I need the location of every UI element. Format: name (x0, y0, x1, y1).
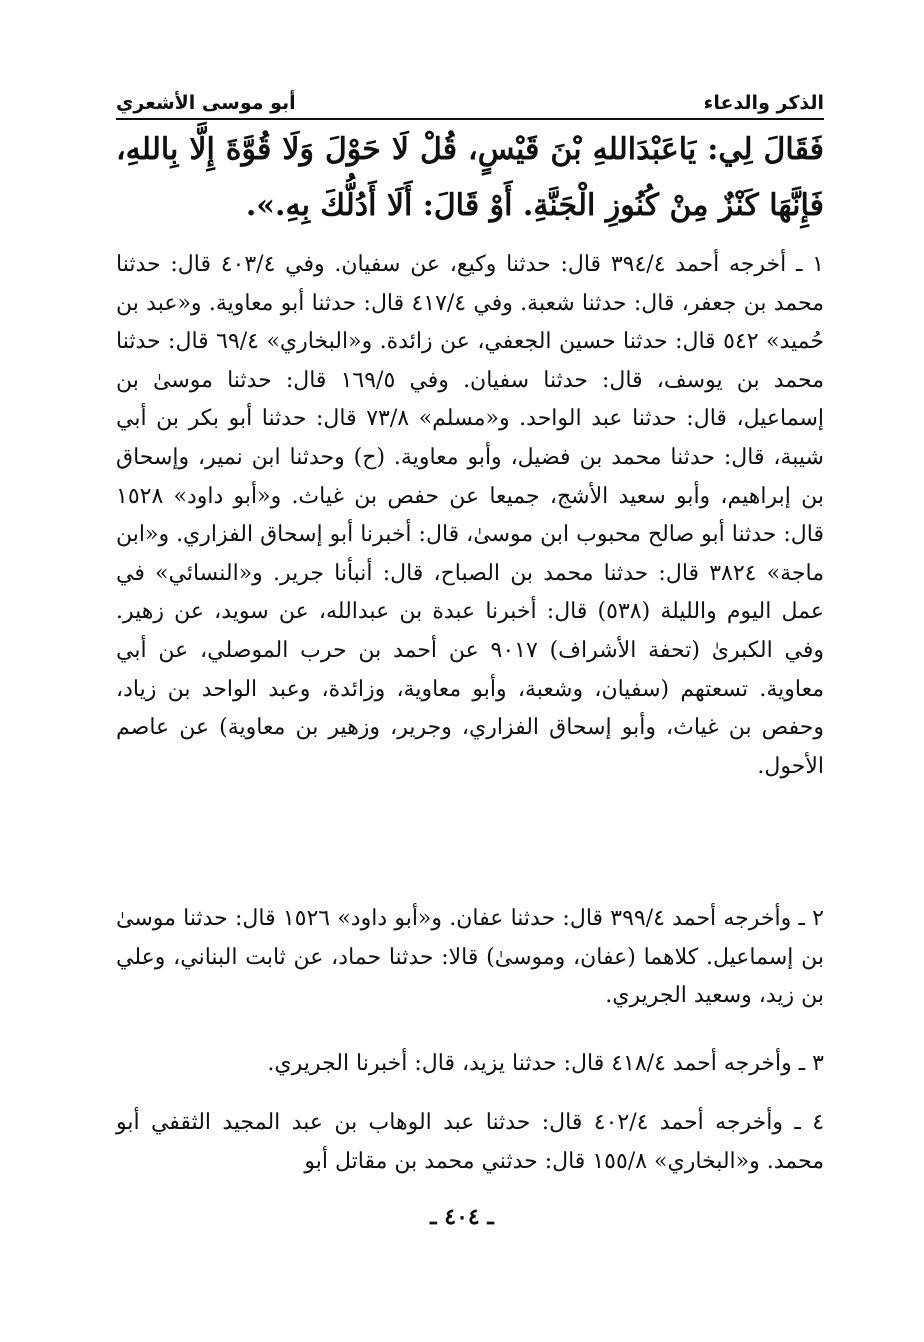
page-number: ـ ٤٠٤ ـ (430, 1204, 494, 1230)
hadith-quote: فَقَالَ لِي: يَاعَبْدَاللهِ بْنَ قَيْسٍ، قُلْ لَا حَوْلَ وَلَا قُوَّةَ إِلَّا بِاللهِ، فَإِنَّهَا كَنْزٌ مِنْ كُنُوزِ الْجَنَّةِ. أَوْ قَالَ: أَلَا أَدُلُّكَ بِهِ.». (116, 132, 824, 223)
header-chapter-title: الذكر والدعاء (703, 92, 824, 114)
footnote-paragraph-3: ٣ ـ وأخرجه أحمد ٤١٨/٤ قال: حدثنا يزيد، قال: أخبرنا الجريري. (267, 1051, 824, 1076)
footnote-paragraph-2: ٢ ـ وأخرجه أحمد ٣٩٩/٤ قال: حدثنا عفان. و«أبو داود» ١٥٢٦ قال: حدثنا موسىٰ بن إسماعيل. كلاهما (عفان، وموسىٰ) قالا: حدثنا حماد، عن ثابت البناني، وعلي بن زيد، وسعيد الجريري. (116, 906, 824, 1009)
footnote-paragraph-4: ٤ ـ وأخرجه أحمد ٤٠٢/٤ قال: حدثنا عبد الوهاب بن عبد المجيد الثقفي أبو محمد. و«البخاري» ١٥٥/٨ قال: حدثني محمد بن مقاتل أبو (116, 1110, 825, 1174)
header-section-title: أبو موسى الأشعري (116, 92, 296, 114)
footnote-paragraph-1: ١ ـ أخرجه أحمد ٣٩٤/٤ قال: حدثنا وكيع، عن سفيان. وفي ٤٠٣/٤ قال: حدثنا محمد بن جعفر، قال: حدثنا شعبة. وفي ٤١٧/٤ قال: حدثنا أبو معاوية. و«عبد بن حُميد» ٥٤٢ قال: حدثنا حسين الجعفي، عن زائدة. و«البخاري» ٦٩/٤ قال: حدثنا محمد بن يوسف، قال: حدثنا سفيان. وفي ١٦٩/٥ قال: حدثنا موسىٰ بن إسماعيل، قال: حدثنا عبد الواحد. و«مسلم» ٧٣/٨ قال: حدثنا أبو بكر بن أبي شيبة، قال: حدثنا محمد بن فضيل، وأبو معاوية. (ح) وحدثنا ابن نمير، وإسحاق بن إبراهيم، وأبو سعيد الأشج، جميعا عن حفص بن غياث. و«أبو داود» ١٥٢٨ قال: حدثنا أبو صالح محبوب ابن موسىٰ، قال: أخبرنا أبو إسحاق الفزاري. و«ابن ماجة» ٣٨٢٤ قال: حدثنا محمد بن الصباح، قال: أنبأنا جرير. و«النسائي» في عمل اليوم والليلة (٥٣٨) قال: أخبرنا عبدة بن عبدالله، عن سويد، عن زهير. وفي الكبرىٰ (تحفة الأشراف) ٩٠١٧ عن أحمد بن حرب الموصلي، عن أبي معاوية. تسعتهم (سفيان، وشعبة، وأبو معاوية، وزائدة، وعبد الواحد بن زياد، وحفص بن غياث، وأبو إسحاق الفزاري، وجرير، وزهير بن معاوية) عن عاصم الأحول. (116, 252, 825, 779)
running-header (116, 84, 824, 120)
